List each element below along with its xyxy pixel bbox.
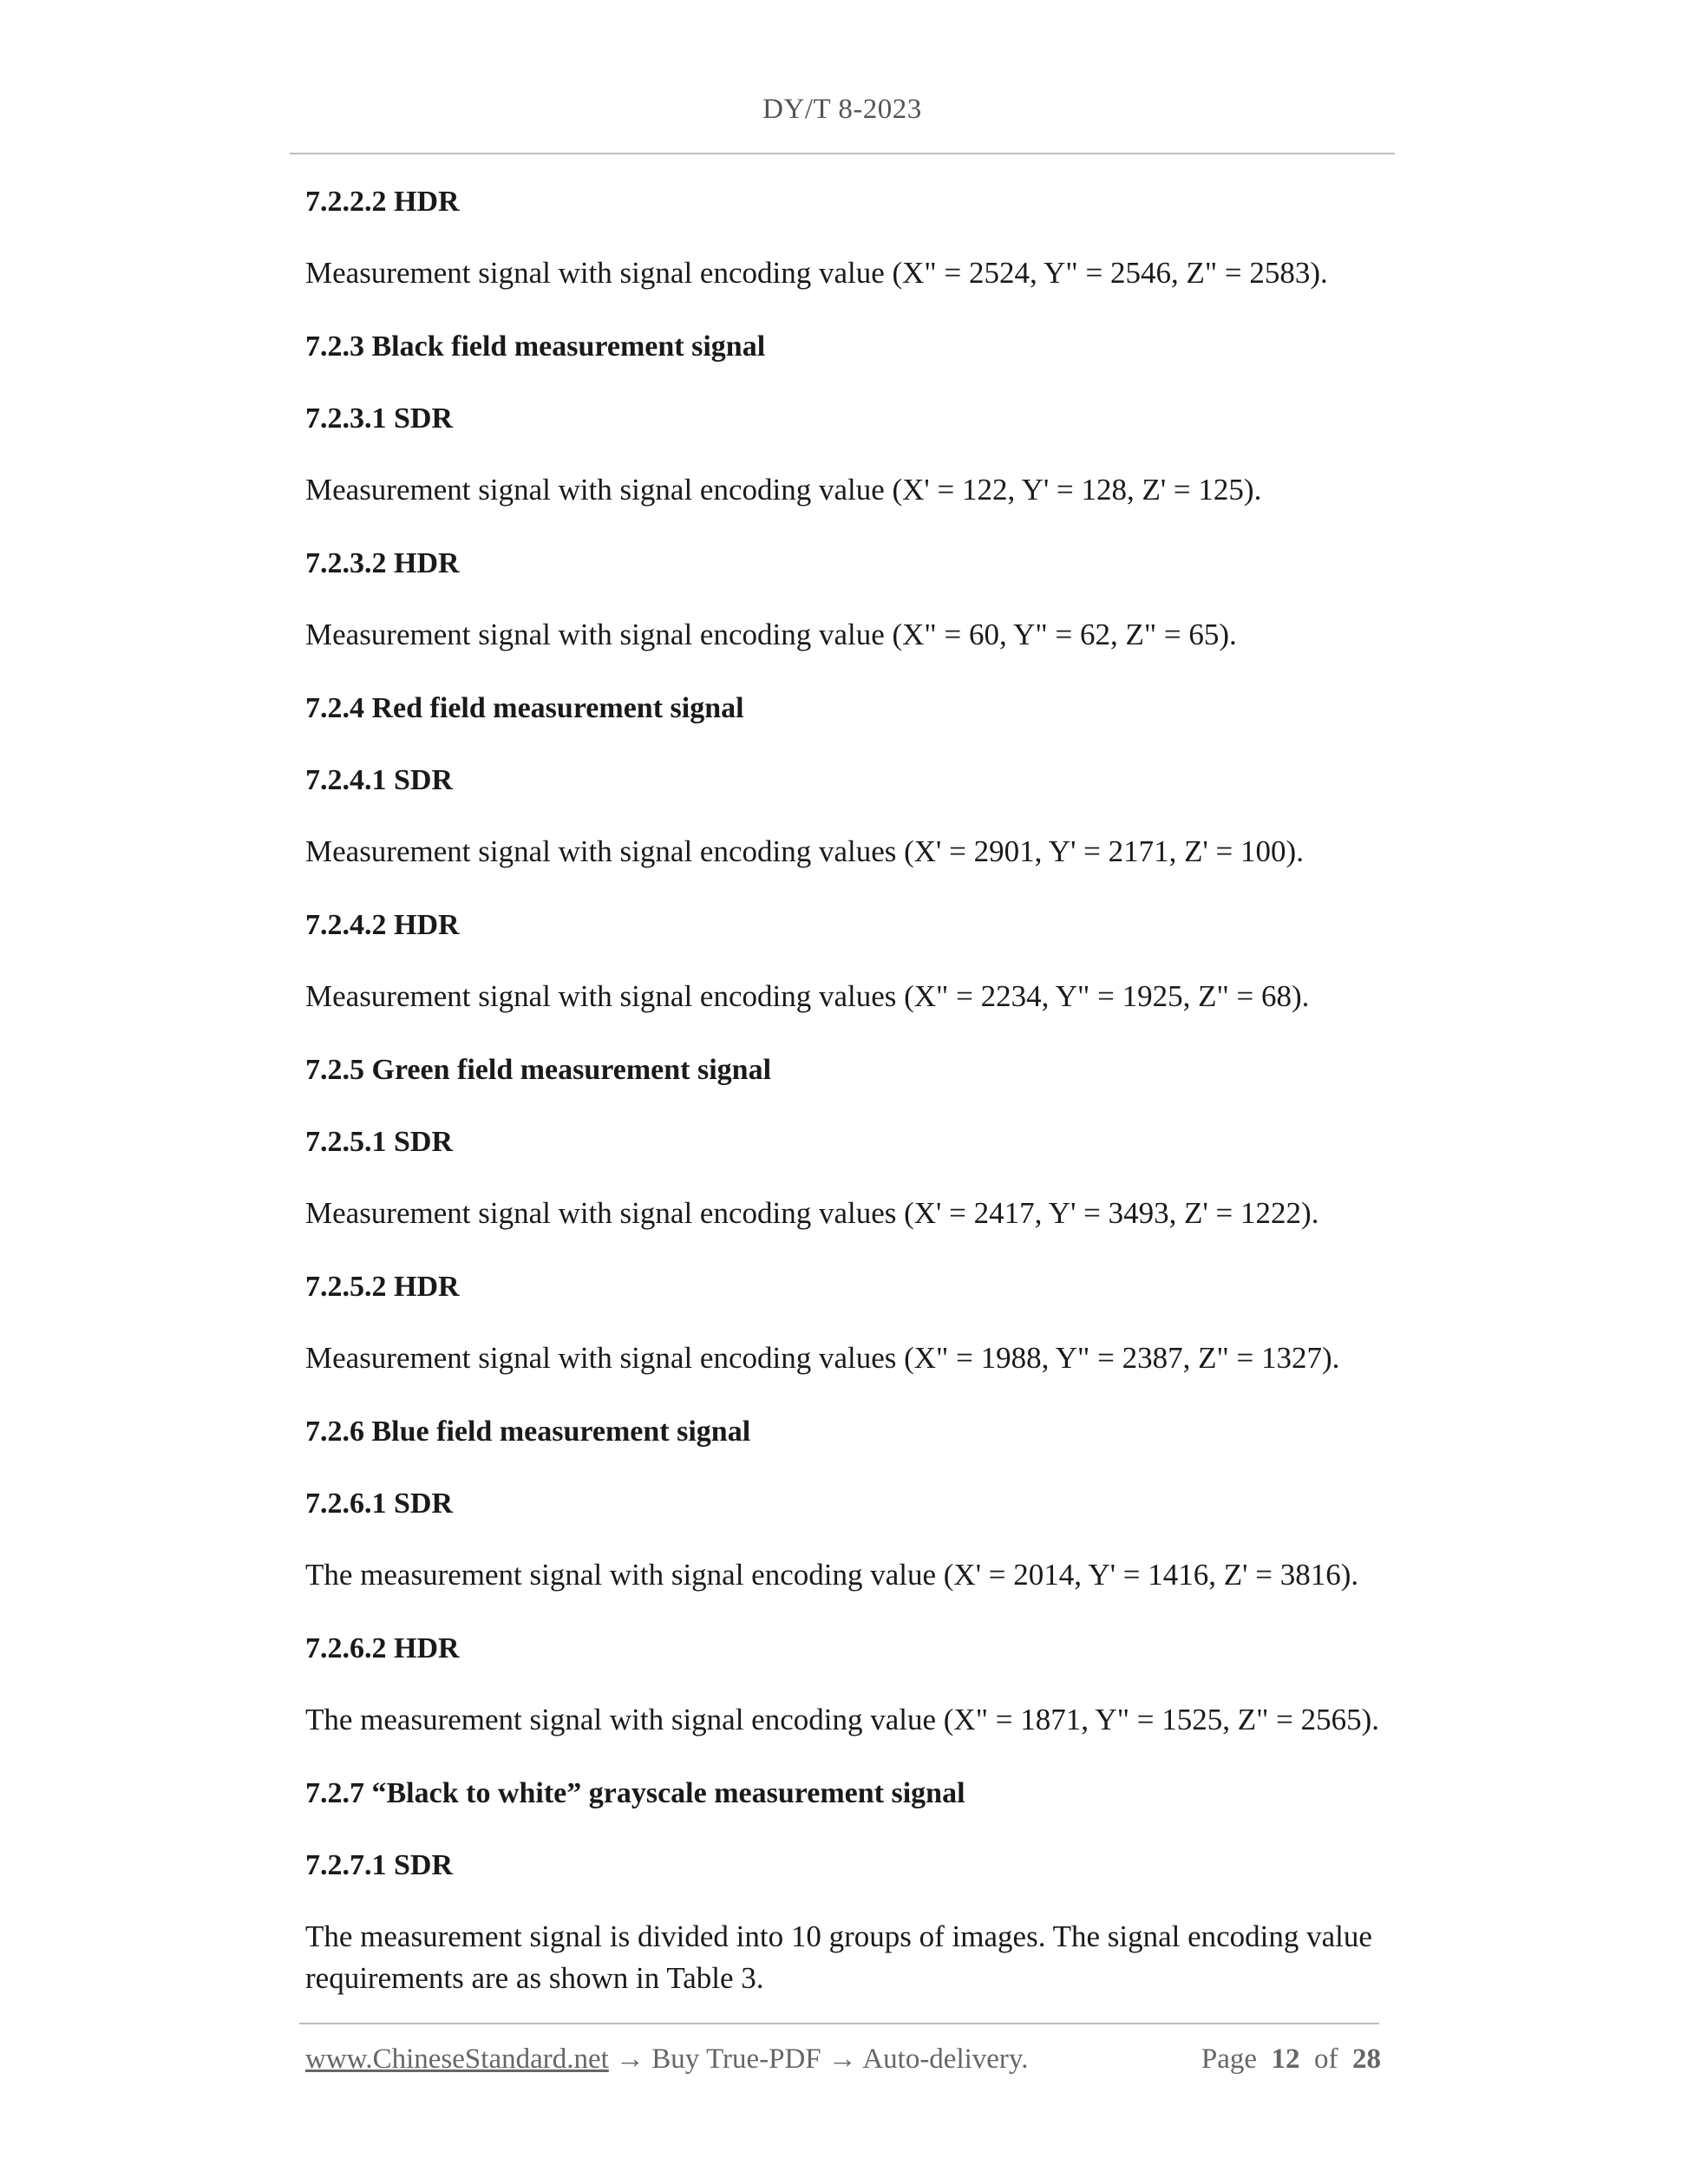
page-content [305, 180, 1390, 2030]
buy-pdf-text: Buy True-PDF [651, 2043, 821, 2075]
section-heading: 7.2.3 Black field measurement signal [305, 330, 766, 363]
page-label: Page [1201, 2043, 1257, 2075]
current-page-number: 12 [1271, 2043, 1300, 2075]
section-paragraph: The measurement signal is divided into 10 groups of images. The signal encoding value requirements are as shown in Table 3. [305, 1919, 1372, 1995]
website-link[interactable]: www.ChineseStandard.net [305, 2043, 609, 2075]
section-heading: 7.2.7 “Black to white” grayscale measurement signal [305, 1777, 965, 1809]
page-counter [1201, 2043, 1381, 2076]
footer-promo [305, 2043, 1029, 2076]
section-heading: 7.2.5.2 HDR [305, 1271, 460, 1303]
section-heading: 7.2.7.1 SDR [305, 1849, 454, 1881]
section-heading: 7.2.5.1 SDR [305, 1126, 454, 1158]
of-label: of [1314, 2043, 1338, 2075]
section-paragraph: Measurement signal with signal encoding values (X' = 2417, Y' = 3493, Z' = 1222). [305, 1196, 1319, 1230]
auto-delivery-text: Auto-delivery. [862, 2043, 1029, 2075]
section-heading: 7.2.6 Blue field measurement signal [305, 1416, 751, 1448]
section-heading: 7.2.6.1 SDR [305, 1488, 454, 1520]
section-heading: 7.2.3.1 SDR [305, 402, 454, 435]
footer-divider [299, 2023, 1379, 2024]
section-paragraph: Measurement signal with signal encoding value (X" = 2524, Y" = 2546, Z" = 2583). [305, 256, 1328, 290]
section-heading: 7.2.4 Red field measurement signal [305, 692, 744, 724]
section-paragraph: The measurement signal with signal encoding value (X' = 2014, Y' = 1416, Z' = 3816). [305, 1558, 1359, 1592]
arrow-right-icon: → [828, 2043, 857, 2075]
section-heading: 7.2.6.2 HDR [305, 1632, 460, 1664]
section-heading: 7.2.4.2 HDR [305, 909, 460, 941]
section-paragraph: Measurement signal with signal encoding values (X" = 1988, Y" = 2387, Z" = 1327). [305, 1341, 1340, 1375]
section-paragraph: Measurement signal with signal encoding values (X" = 2234, Y" = 1925, Z" = 68). [305, 979, 1310, 1013]
arrow-right-icon: → [616, 2043, 645, 2075]
total-pages-number: 28 [1352, 2043, 1381, 2075]
document-id-header: DY/T 8-2023 [762, 94, 922, 125]
section-paragraph: The measurement signal with signal encoding value (X" = 1871, Y" = 1525, Z" = 2565). [305, 1703, 1380, 1736]
section-paragraph: Measurement signal with signal encoding values (X' = 2901, Y' = 2171, Z' = 100). [305, 834, 1304, 868]
section-heading: 7.2.3.2 HDR [305, 547, 460, 579]
section-heading: 7.2.4.1 SDR [305, 764, 454, 796]
header-divider [290, 153, 1395, 154]
section-heading: 7.2.2.2 HDR [305, 186, 460, 218]
section-paragraph: Measurement signal with signal encoding value (X" = 60, Y" = 62, Z" = 65). [305, 618, 1237, 651]
section-heading: 7.2.5 Green field measurement signal [305, 1054, 772, 1086]
section-paragraph: Measurement signal with signal encoding value (X' = 122, Y' = 128, Z' = 125). [305, 473, 1262, 507]
